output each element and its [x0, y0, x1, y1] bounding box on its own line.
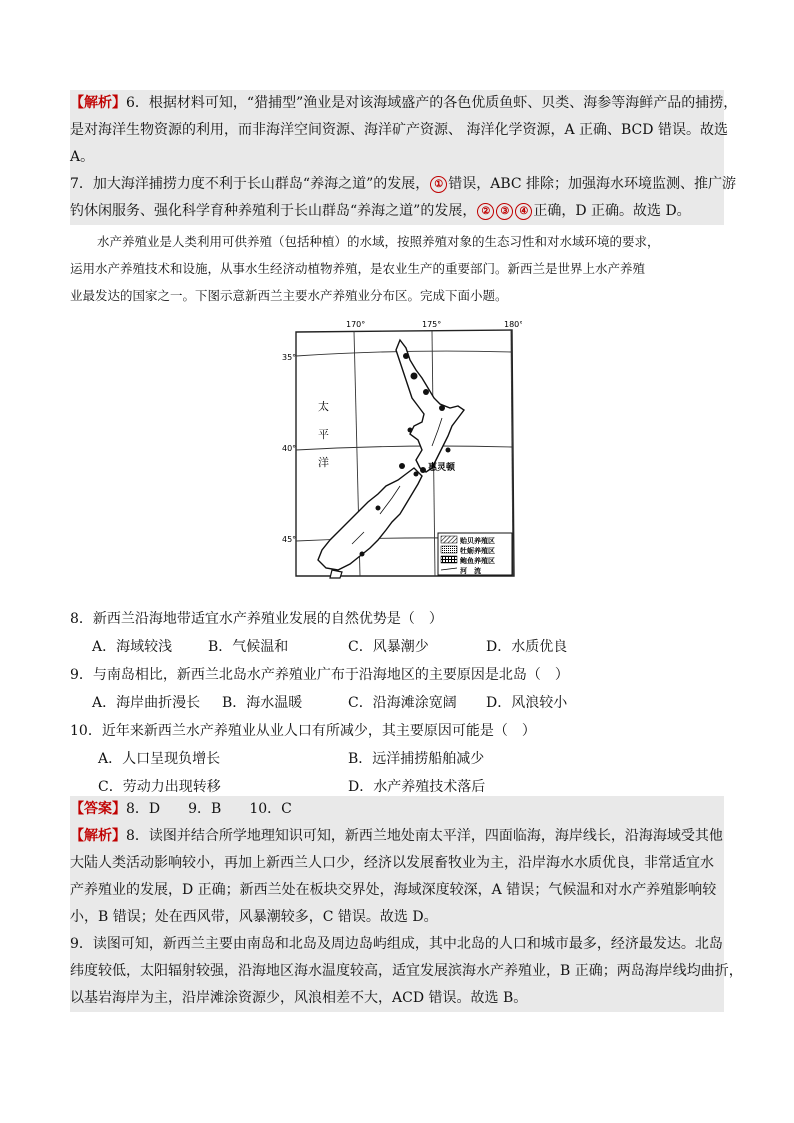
q10-option-d[interactable]: D．水产养殖技术落后: [348, 779, 486, 795]
graticule-40: [296, 446, 512, 450]
q10-option-b[interactable]: B．远洋捕捞船舶减少: [348, 751, 485, 767]
lon-label-170: 170°: [346, 320, 366, 329]
analysis-9-line-2: 纬度较低，太阳辐射较强，沿海地区海水温度较高，适宜发展滨海水产养殖业，B 正确；两岛海岸线均曲折，: [70, 963, 743, 979]
circled-1: ①: [430, 176, 447, 193]
q8-option-c[interactable]: C．风暴潮少: [348, 639, 429, 655]
q8-option-b[interactable]: B．气候温和: [208, 639, 289, 655]
q10-option-c[interactable]: C．劳动力出现转移: [98, 779, 221, 795]
lon-label-175: 175°: [422, 320, 442, 329]
lat-label-35: 35°: [282, 353, 297, 362]
analysis-6-line-2: 是对海洋生物资源的利用，而非海洋空间资源、海洋矿产资源、 海洋化学资源，A 正确、BCD 错误。故选: [70, 122, 728, 138]
analysis-tag: 【解析】: [70, 95, 126, 111]
south-island: [318, 468, 422, 570]
circled-2: ②: [477, 203, 494, 220]
lat-label-40: 40°: [282, 444, 297, 453]
answer-line: 【答案】8．D 9．B 10．C: [70, 801, 292, 817]
q10-option-a[interactable]: A．人口呈现负增长: [98, 751, 221, 767]
aquaculture-zone: [376, 506, 381, 511]
analysis-7-line-1: 7．加大海洋捕捞力度不利于长山群岛“养海之道”的发展， ① 错误，ABC 排除；加强海水环境监测、推广游: [70, 176, 737, 192]
q8-option-a[interactable]: A．海域较浅: [92, 639, 173, 655]
q9-option-b[interactable]: B．海水温暖: [222, 695, 303, 711]
lon-label-180: 180°: [504, 320, 522, 329]
analysis-8-line-1: 【解析】8．读图并结合所学地理知识可知，新西兰地处南太平洋，四面临海，海岸线长，沿海海域受其他: [70, 828, 723, 844]
ocean-label-1: 太: [318, 400, 329, 413]
ocean-label-2: 平: [318, 428, 329, 441]
answer-tag: 【答案】: [70, 801, 126, 817]
q8-option-d[interactable]: D．水质优良: [486, 639, 568, 655]
legend-abalone-swatch: [441, 556, 457, 563]
q9-option-c[interactable]: C．沿海滩涂宽阔: [348, 695, 457, 711]
legend-mussel-swatch: [441, 536, 457, 543]
legend-mussel: 贻贝养殖区: [460, 537, 495, 545]
q9-option-a[interactable]: A．海岸曲折漫长: [92, 695, 201, 711]
intro-line-3: 业最发达的国家之一。下图示意新西兰主要水产养殖业分布区。完成下面小题。: [70, 288, 508, 303]
analysis-6-line-3: A。: [70, 149, 95, 165]
aquaculture-zone: [360, 552, 365, 557]
analysis-9-line-3: 以基岩海岸为主，沿岸滩涂资源少，风浪相差不大，ACD 错误。故选 B。: [70, 990, 528, 1006]
analysis-8-line-2: 大陆人类活动影响较小，再加上新西兰人口少，经济以发展畜牧业为主，沿岸海水水质优良，非常适宜水: [70, 855, 714, 871]
aquaculture-zone: [399, 463, 405, 469]
q9-option-d[interactable]: D．风浪较小: [486, 695, 568, 711]
new-zealand-map: [282, 318, 522, 580]
aquaculture-zone: [411, 373, 418, 380]
question-10: 10．近年来新西兰水产养殖业从业人口有所减少，其主要原因可能是（ ）: [70, 723, 536, 739]
intro-material: [70, 228, 724, 309]
aquaculture-zone: [414, 472, 419, 477]
lat-label-45: 45°: [282, 535, 297, 544]
analysis-6-block: [70, 90, 738, 171]
analysis-8-line-4: 小，B 错误；处在西风带，风暴潮较多，C 错误。故选 D。: [70, 909, 438, 925]
aquaculture-zone: [446, 448, 451, 453]
stewart-island: [330, 570, 342, 578]
circled-3: ③: [496, 203, 513, 220]
legend-oyster: 牡蛎养殖区: [460, 547, 495, 555]
map-svg: [282, 318, 522, 580]
aquaculture-zone: [403, 353, 409, 359]
circled-4: ④: [515, 203, 532, 220]
wellington-marker: [420, 467, 426, 473]
aquaculture-zone: [423, 389, 429, 395]
question-8: 8．新西兰沿海地带适宜水产养殖业发展的自然优势是（ ）: [70, 611, 443, 627]
analysis-9-line-1: 9．读图可知，新西兰主要由南岛和北岛及周边岛屿组成，其中北岛的人口和城市最多，经济最发达。北岛: [70, 936, 723, 952]
question-9: 9．与南岛相比，新西兰北岛水产养殖业广布于沿海地区的主要原因是北岛（ ）: [70, 667, 569, 683]
analysis-7-line-2: 钓休闲服务、强化科学育种养殖利于长山群岛“养海之道”的发展， ② ③ ④ 正确，D 正确。故选 D。: [70, 203, 691, 219]
legend-abalone: 鲍鱼养殖区: [460, 557, 495, 565]
legend-river: 河 流: [460, 567, 481, 575]
north-island: [396, 340, 464, 472]
analysis-tag: 【解析】: [70, 828, 126, 844]
answer-analysis-block: [70, 796, 743, 1012]
ocean-label-3: 洋: [318, 456, 329, 469]
analysis-8-line-3: 产养殖业的发展，D 正确；新西兰处在板块交界处，海域深度较深，A 错误；气候温和对水产养殖影响较: [70, 882, 717, 898]
analysis-7-block: [70, 171, 737, 225]
analysis-6-line-1: 【解析】6．根据材料可知，“猎捕型”渔业是对该海域盛产的各色优质鱼虾、贝类、海参等海鲜产品的捕捞，: [70, 95, 738, 111]
wellington-label: 惠灵顿: [428, 463, 456, 473]
legend-oyster-swatch: [441, 546, 457, 553]
intro-line-1: 水产养殖业是人类利用可供养殖（包括种植）的水域，按照养殖对象的生态习性和对水域环境的要求，: [97, 234, 660, 249]
aquaculture-zone: [439, 405, 445, 411]
intro-line-2: 运用水产养殖技术和设施，从事水生经济动植物养殖，是农业生产的重要部门。新西兰是世界上水产养殖: [70, 261, 646, 276]
aquaculture-zone: [408, 428, 413, 433]
